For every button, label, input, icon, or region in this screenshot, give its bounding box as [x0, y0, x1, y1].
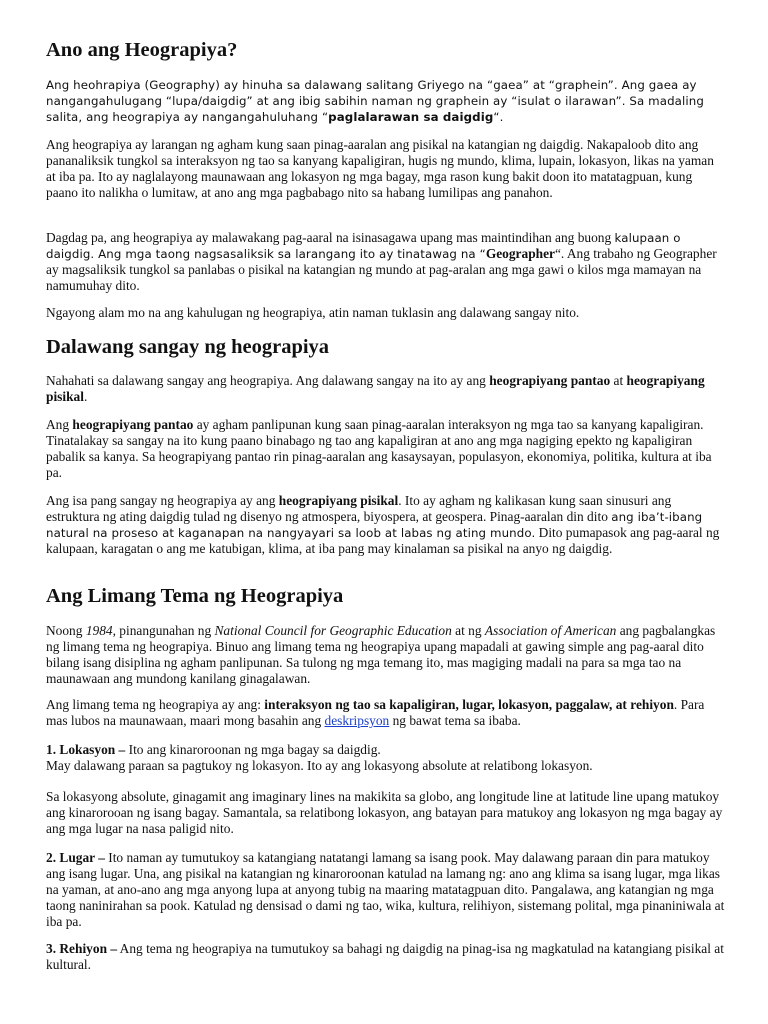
bold-term: heograpiyang pisikal	[278, 493, 399, 508]
item-label: 3. Rehiyon –	[46, 941, 118, 956]
paragraph-text: , pinangunahan ng	[112, 623, 215, 638]
italic-organization: Association of American	[484, 623, 617, 638]
paragraph-lokasyong-absolute: Sa lokasyong absolute, ginagamit ang imaginary lines na makikita sa globo, ang longitude line at latitude line upang matukoy ang kinarorooan ng isang bagay. Samantala, sa relatibong lokasyon, ang batayan para matukoy ang lokasyon ng mga bagay ay ang mga lugar na nasa paligid nito.	[46, 789, 723, 836]
paragraph-text: .	[83, 389, 88, 404]
bold-term: heograpiyang pantao	[489, 373, 611, 388]
paragraph-text: Ang limang tema ng heograpiya ay ang:	[46, 697, 265, 712]
paragraph-text: Noong	[46, 623, 86, 638]
deskripsyon-link[interactable]: deskripsyon	[324, 713, 390, 728]
paragraph-heograpiya-field: Ang heograpiya ay larangan ng agham kung saan pinag-aaralan ang pisikal na katangian ng daigdig. Nakapaloob dito ang pananaliksik tungkol sa interaksyon ng tao sa kanyang kapaligiran, hugis ng mundo, klima, lupain, lokasyon, likas na yaman at iba pa. Ito ay naglalayong maunawaan ang lokasyon ng mga bagay, mga rason kung bakit doon ito matatagpuan, kung paano ito nalikha o lumitaw, at ano ang mga pagbabago nito sa habang lumilipas ang panahon.	[46, 137, 714, 200]
item-label: 2. Lugar –	[46, 850, 105, 865]
paragraph-text: ang pagbalangkas ng limang tema ng heograpiya. Binuo ang limang tema ng heograpiya upang mapadali at gawing simple ang pag-aaral dito bilang isang disiplina ng agham panlipunan. Sa tulong ng mga temang ito, mas magiging madali na para sa mga tao na maunawaan ang mundong kanilang ginagalawan.	[46, 623, 716, 686]
paragraph-text: Dito pumapasok ang pag-aaral ng kalupaan, karagatan o ang me katubigan, klima, at iba pang may kinalaman sa pisikal na anyo ng daigdig.	[46, 525, 720, 556]
paragraph-heograpiya-definition	[46, 77, 726, 125]
paragraph-heograpiyang-pisikal	[46, 493, 726, 557]
paragraph-text: . Para mas lubos na maunawaan, maari mong basahin ang	[46, 697, 705, 728]
paragraph-text: kalupaan o daigdig. Ang mga taong nagsasaliksik sa larangang ito ay tinatawag na “	[46, 231, 681, 261]
paragraph-text: Ito naman ay tumutukoy sa katangiang natatangi lamang sa isang pook. May dalawang paraan din para matukoy ang isang lugar. Una, ang pisikal na katangian ng kinaroroonan katulad na lamang ng: ano ang klima sa isang lugar, mga likas na yaman, at ano-ano ang mga anyong lupa at anyong tubig na maaring matatagpuan dito. Pangalawa, ang katangian ng mga taong naninirahan sa pook. Katulad ng densisad o dami ng tao, wika, kultura, relihiyon, sistemang polital, mga pinaniniwala at iba pa.	[46, 850, 725, 929]
italic-organization: National Council for Geographic Education	[214, 623, 452, 638]
paragraph-ncge-1984	[46, 623, 726, 687]
bold-term: interaksyon ng tao sa kapaligiran, lugar, lokasyon, paggalaw, at rehiyon	[264, 697, 674, 712]
bold-term: Geographer	[485, 246, 555, 261]
paragraph-text: Ang tema ng heograpiya na tumutukoy sa bahagi ng daigdig na pinag-isa ng magkatulad na katangiang pisikal at kultural.	[46, 941, 724, 972]
heading-ano-ang-heograpiya: Ano ang Heograpiya?	[46, 39, 238, 61]
item-rehiyon	[46, 941, 726, 973]
paragraph-geographer	[46, 230, 726, 294]
paragraph-text: at	[610, 373, 627, 388]
paragraph-text: May dalawang paraan sa pagtukoy ng lokasyon. Ito ay ang lokasyong absolute at relatibong lokasyon.	[46, 758, 593, 773]
paragraph-text: ang iba’t-ibang natural na proseso at kaganapan na nangyayari sa loob at labas ng ating mundo.	[46, 510, 703, 540]
paragraph-transition: Ngayong alam mo na ang kahulugan ng heograpiya, atin naman tuklasin ang dalawang sangay nito.	[46, 305, 580, 320]
bold-term: paglalarawan sa daigdig	[328, 110, 494, 124]
heading-limang-tema: Ang Limang Tema ng Heograpiya	[46, 585, 344, 607]
paragraph-text: Ang	[46, 417, 73, 432]
paragraph-text: at ng	[451, 623, 485, 638]
paragraph-text: Ito ang kinaroroonan ng mga bagay sa daigdig.	[125, 742, 381, 757]
item-label: 1. Lokasyon –	[46, 742, 126, 757]
paragraph-text: . Ito ay agham ng kalikasan kung saan sinusuri ang estruktura ng ating daigdig tulad ng disenyo ng atmospera, biyospera, at geospera. Pinag-aaralan din dito	[46, 493, 672, 524]
paragraph-text: ng bawat tema sa ibaba.	[389, 713, 521, 728]
paragraph-text: Dagdag pa, ang heograpiya ay malawakang pag-aaral na isinasagawa upang mas maintindihan ang buong	[46, 230, 615, 245]
paragraph-text: ay agham panlipunan kung saan pinag-aaralan interaksyon ng mga tao sa kanyang kapaligiran. Tinatalakay sa sangay na ito kung paano binabago ng tao ang kapaligiran at ano ang mga nagiging epekto ng kapaligiran pabalik sa kanya. Sa heograpiyang pantao rin pinag-aaralan ang kasaysayan, populasyon, ekonomiya, politika, kultura at iba pa.	[46, 417, 712, 480]
heading-dalawang-sangay: Dalawang sangay ng heograpiya	[46, 336, 330, 358]
bold-term: heograpiyang pantao	[72, 417, 194, 432]
paragraph-two-branches	[46, 373, 726, 405]
paragraph-five-themes	[46, 697, 726, 729]
paragraph-text: “. Ang trabaho ng Geographer ay magsaliksik tungkol sa panlabas o pisikal na katangian ng mundo at pag-aralan ang mga gawi o kilos mga mamayan na namumuhay dito.	[46, 246, 717, 293]
item-lugar	[46, 850, 726, 930]
paragraph-text: Ang heohrapiya (Geography) ay hinuha sa dalawang salitang Griyego na “gaea” at “graphein”. Ang gaea ay nangangahulugang “lupa/daigdig” at ang ibig sabihin naman ng graphein ay “isulat o ilarawan”. Sa madaling salita, ang heograpiya ay nangangahuluhang “	[46, 78, 704, 124]
item-lokasyon	[46, 742, 726, 774]
paragraph-text: Nahahati sa dalawang sangay ang heograpiya. Ang dalawang sangay na ito ay ang	[46, 373, 490, 388]
paragraph-text: Ang isa pang sangay ng heograpiya ay ang	[46, 493, 279, 508]
italic-year: 1984	[85, 623, 113, 638]
paragraph-heograpiyang-pantao	[46, 417, 726, 481]
bold-term: heograpiyang pisikal	[46, 373, 705, 404]
paragraph-text: “.	[493, 110, 504, 124]
